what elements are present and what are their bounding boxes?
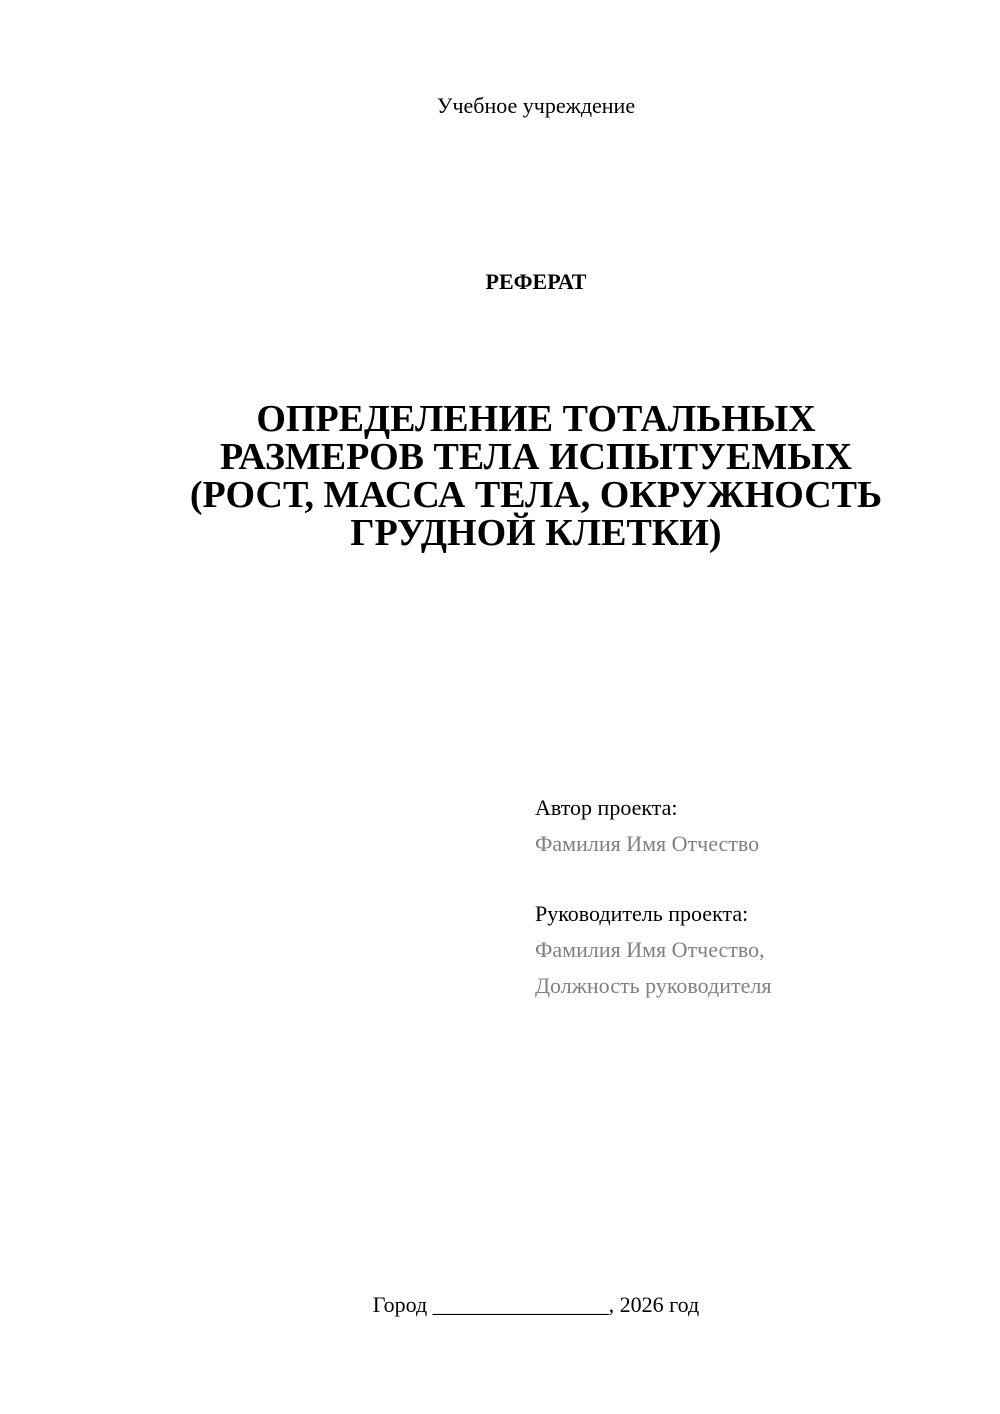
- supervisor-label: Руководитель проекта:: [535, 901, 749, 926]
- author-name: Фамилия Имя Отчество: [535, 831, 760, 856]
- author-label: Автор проекта:: [535, 795, 678, 820]
- supervisor-name: Фамилия Имя Отчество,: [535, 937, 765, 962]
- document-title: [0, 400, 1000, 552]
- title-line: ГРУДНОЙ КЛЕТКИ): [350, 512, 722, 554]
- institution-name: Учебное учреждение: [436, 93, 636, 118]
- credits-block: [535, 790, 975, 1038]
- supervisor-group: [535, 896, 975, 1004]
- supervisor-position: Должность руководителя: [535, 973, 772, 998]
- title-line: РАЗМЕРОВ ТЕЛА ИСПЫТУЕМЫХ: [219, 436, 853, 478]
- author-group: [535, 790, 975, 862]
- title-line: ОПРЕДЕЛЕНИЕ ТОТАЛЬНЫХ: [256, 398, 816, 440]
- document-type: РЕФЕРАТ: [485, 269, 587, 294]
- title-line: (РОСТ, МАССА ТЕЛА, ОКРУЖНОСТЬ: [189, 474, 883, 516]
- city-year-line: Город ________________, 2026 год: [372, 1292, 700, 1317]
